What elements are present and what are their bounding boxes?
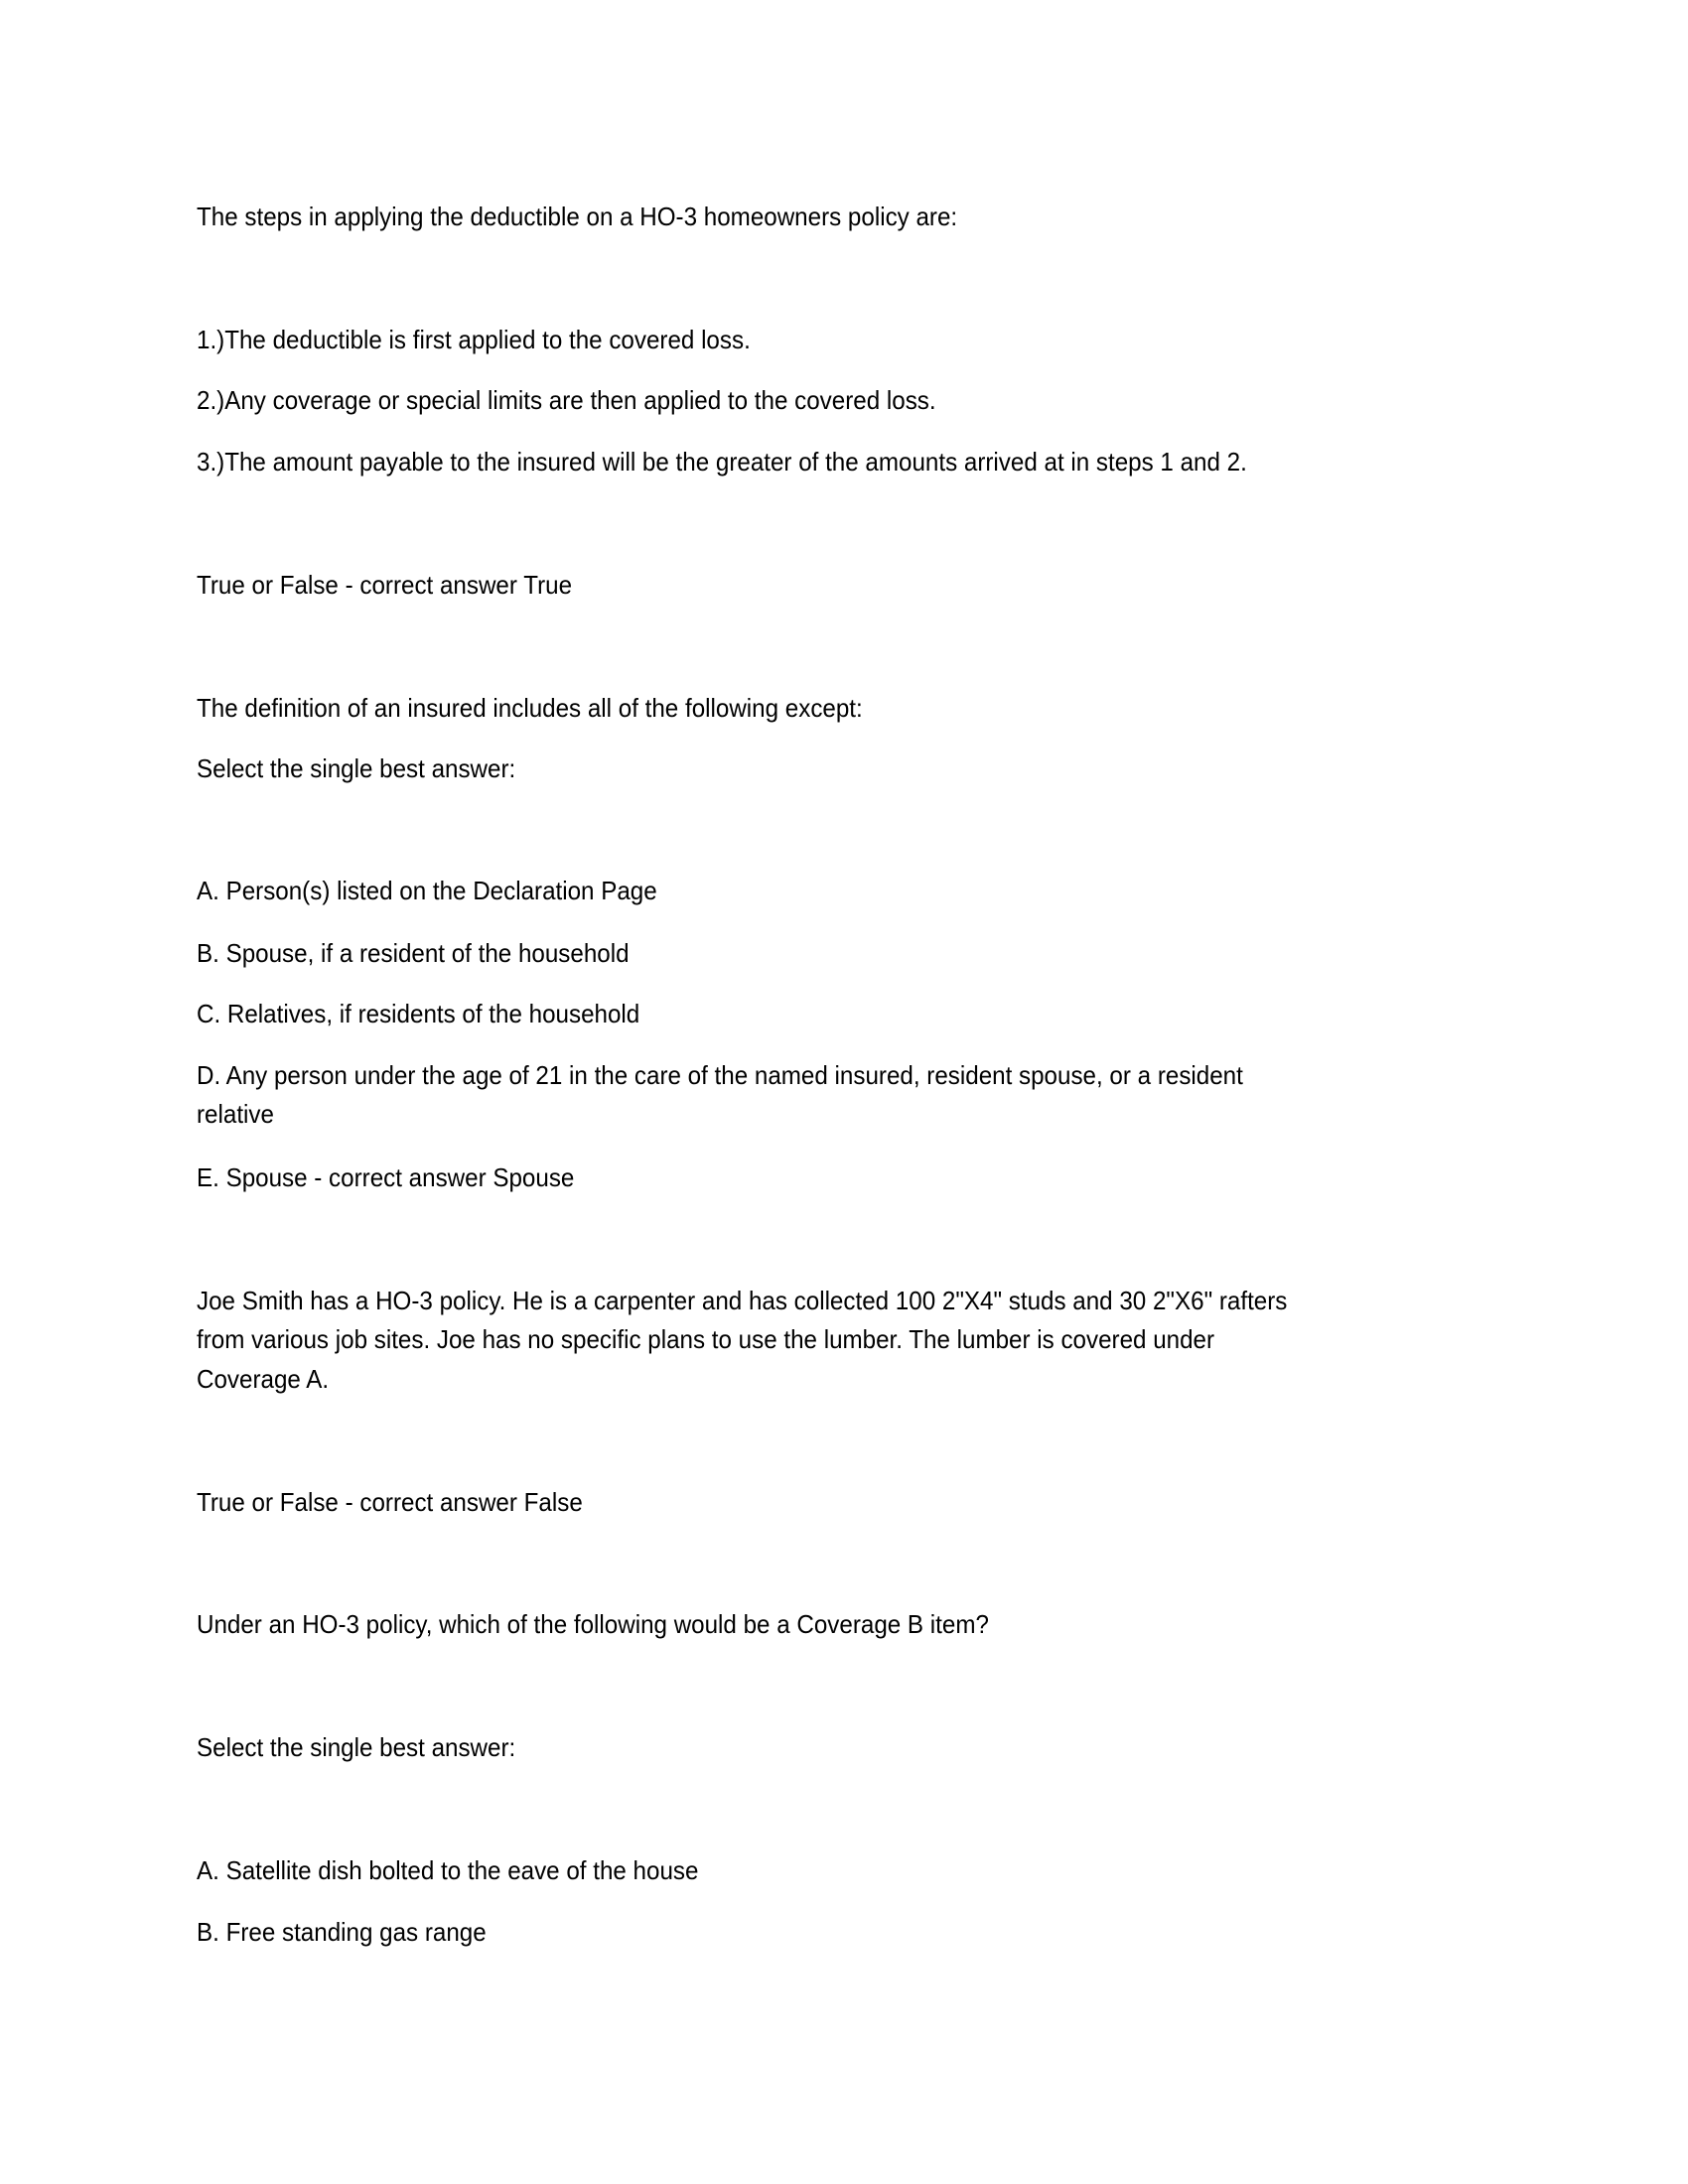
q2-option-d: D. Any person under the age of 21 in the care of the named insured, resident spouse, or a resident	[197, 1060, 1243, 1090]
q3-stem-line-1: Joe Smith has a HO-3 policy. He is a carpenter and has collected 100 2"X4" studs and 30 2"X6" rafters	[197, 1286, 1288, 1315]
q1-step-2: 2.)Any coverage or special limits are then applied to the covered loss.	[197, 385, 936, 415]
q4-option-a: A. Satellite dish bolted to the eave of the house	[197, 1855, 699, 1885]
q3-stem-line-3: Coverage A.	[197, 1364, 330, 1394]
q3-answer: True or False - correct answer False	[197, 1487, 583, 1517]
q2-stem: The definition of an insured includes all of the following except:	[197, 693, 863, 723]
q2-instruction: Select the single best answer:	[197, 753, 516, 783]
q2-option-d-cont: relative	[197, 1099, 274, 1129]
q2-option-b: B. Spouse, if a resident of the household	[197, 938, 630, 968]
q1-step-3: 3.)The amount payable to the insured will be the greater of the amounts arrived at in steps 1 and 2.	[197, 447, 1247, 477]
q1-answer: True or False - correct answer True	[197, 570, 573, 600]
q4-instruction: Select the single best answer:	[197, 1732, 516, 1762]
q2-option-a: A. Person(s) listed on the Declaration Page	[197, 876, 657, 905]
q3-stem-line-2: from various job sites. Joe has no specific plans to use the lumber. The lumber is covered under	[197, 1324, 1215, 1354]
q1-stem: The steps in applying the deductible on a HO-3 homeowners policy are:	[197, 202, 958, 231]
q4-option-b: B. Free standing gas range	[197, 1917, 487, 1947]
q1-step-1: 1.)The deductible is first applied to the covered loss.	[197, 325, 751, 354]
q2-option-e-answer: E. Spouse - correct answer Spouse	[197, 1162, 575, 1192]
q4-stem: Under an HO-3 policy, which of the following would be a Coverage B item?	[197, 1609, 989, 1639]
q2-option-c: C. Relatives, if residents of the household	[197, 999, 640, 1028]
